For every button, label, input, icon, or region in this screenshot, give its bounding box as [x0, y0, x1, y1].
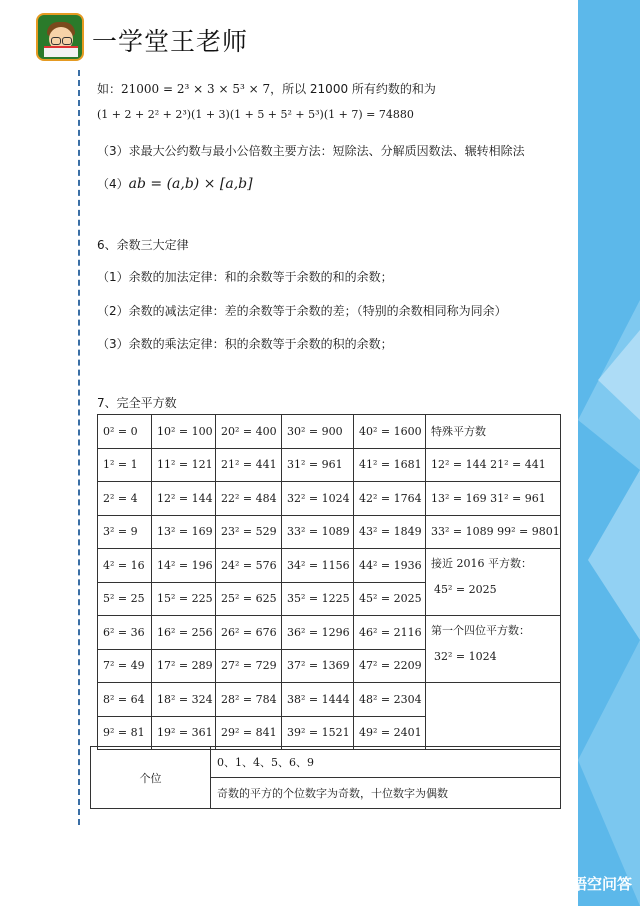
square-cell: 14² = 196	[152, 549, 216, 583]
square-cell: 13² = 169	[152, 515, 216, 549]
square-cell: 30² = 900	[282, 415, 354, 449]
units-digit-table	[90, 746, 561, 809]
square-cell: 33² = 1089	[282, 515, 354, 549]
remainder-rule-3: （3）余数的乘法定律：积的余数等于余数的积的余数；	[97, 337, 393, 351]
near-2016	[426, 549, 561, 616]
special-row-3: 33² = 1089 99² = 9801	[426, 515, 561, 549]
square-cell: 21² = 441	[216, 448, 282, 482]
square-cell: 8² = 64	[98, 683, 152, 717]
square-cell: 1² = 1	[98, 448, 152, 482]
watermark: 悟空问答	[571, 875, 632, 893]
square-cell: 42² = 1764	[354, 482, 426, 516]
dashed-margin-line	[78, 70, 80, 825]
square-cell: 22² = 484	[216, 482, 282, 516]
units-note: 奇数的平方的个位数字为奇数，十位数字为偶数	[211, 778, 561, 809]
square-cell: 16² = 256	[152, 616, 216, 650]
table-row	[98, 415, 561, 449]
square-cell: 9² = 81	[98, 716, 152, 750]
formula-item-4: （4）ab = (a,b) × [a,b]	[97, 176, 253, 192]
example-line: 如：21000 = 2³ × 3 × 5³ × 7，所以 21000 所有约数的和为	[97, 82, 436, 96]
first-four-digit-square	[426, 616, 561, 683]
square-cell: 5² = 25	[98, 582, 152, 616]
square-cell: 41² = 1681	[354, 448, 426, 482]
square-cell: 38² = 1444	[282, 683, 354, 717]
square-cell: 45² = 2025	[354, 582, 426, 616]
square-cell: 12² = 144	[152, 482, 216, 516]
square-cell: 34² = 1156	[282, 549, 354, 583]
special-empty	[426, 683, 561, 750]
square-cell: 29² = 841	[216, 716, 282, 750]
special-header: 特殊平方数	[426, 415, 561, 449]
square-cell: 10² = 100	[152, 415, 216, 449]
square-cell: 15² = 225	[152, 582, 216, 616]
square-cell: 27² = 729	[216, 649, 282, 683]
square-cell: 31² = 961	[282, 448, 354, 482]
square-cell: 23² = 529	[216, 515, 282, 549]
brand-title: 一学堂王老师	[92, 27, 249, 56]
side-decor-strip	[578, 0, 640, 906]
square-cell: 2² = 4	[98, 482, 152, 516]
first-four-digit-square-label: 第一个四位平方数：	[431, 624, 530, 637]
section-7-heading: 7、完全平方数	[97, 396, 177, 410]
table-row	[98, 515, 561, 549]
square-cell: 0² = 0	[98, 415, 152, 449]
square-cell: 26² = 676	[216, 616, 282, 650]
square-cell: 20² = 400	[216, 415, 282, 449]
table-row	[98, 549, 561, 583]
square-cell: 43² = 1849	[354, 515, 426, 549]
special-row-1: 12² = 144 21² = 441	[426, 448, 561, 482]
square-cell: 48² = 2304	[354, 683, 426, 717]
square-cell: 28² = 784	[216, 683, 282, 717]
square-cell: 36² = 1296	[282, 616, 354, 650]
square-cell: 4² = 16	[98, 549, 152, 583]
logo	[36, 13, 84, 61]
square-cell: 18² = 324	[152, 683, 216, 717]
remainder-rule-1: （1）余数的加法定律：和的余数等于余数的和的余数；	[97, 270, 393, 284]
section-6-heading: 6、余数三大定律	[97, 238, 189, 252]
square-cell: 25² = 625	[216, 582, 282, 616]
square-cell: 7² = 49	[98, 649, 152, 683]
remainder-rule-2: （2）余数的减法定律：差的余数等于余数的差；（特别的余数相同称为同余）	[97, 304, 507, 318]
first-four-digit-square-value: 32² = 1024	[434, 650, 497, 663]
units-digits: 0、1、4、5、6、9	[211, 747, 561, 778]
table-row	[98, 482, 561, 516]
table-row	[98, 616, 561, 650]
near-2016-label: 接近 2016 平方数：	[431, 557, 532, 570]
side-decor-shapes	[578, 0, 640, 906]
special-row-2: 13² = 169 31² = 961	[426, 482, 561, 516]
square-cell: 24² = 576	[216, 549, 282, 583]
square-cell: 6² = 36	[98, 616, 152, 650]
square-cell: 11² = 121	[152, 448, 216, 482]
square-cell: 19² = 361	[152, 716, 216, 750]
units-label: 个位	[91, 747, 211, 809]
square-cell: 49² = 2401	[354, 716, 426, 750]
square-cell: 3² = 9	[98, 515, 152, 549]
near-2016-value: 45² = 2025	[434, 583, 497, 596]
squares-table	[97, 414, 561, 750]
square-cell: 37² = 1369	[282, 649, 354, 683]
square-cell: 39² = 1521	[282, 716, 354, 750]
square-cell: 35² = 1225	[282, 582, 354, 616]
divisor-sum-expr: (1 + 2 + 2² + 2³)(1 + 3)(1 + 5 + 5² + 5³)(1 + 7) = 74880	[97, 108, 414, 121]
square-cell: 44² = 1936	[354, 549, 426, 583]
square-cell: 40² = 1600	[354, 415, 426, 449]
table-row	[98, 683, 561, 717]
square-cell: 17² = 289	[152, 649, 216, 683]
square-cell: 47² = 2209	[354, 649, 426, 683]
method-item-3: （3）求最大公约数与最小公倍数主要方法：短除法、分解质因数法、辗转相除法	[97, 144, 525, 158]
table-row	[98, 448, 561, 482]
square-cell: 46² = 2116	[354, 616, 426, 650]
square-cell: 32² = 1024	[282, 482, 354, 516]
